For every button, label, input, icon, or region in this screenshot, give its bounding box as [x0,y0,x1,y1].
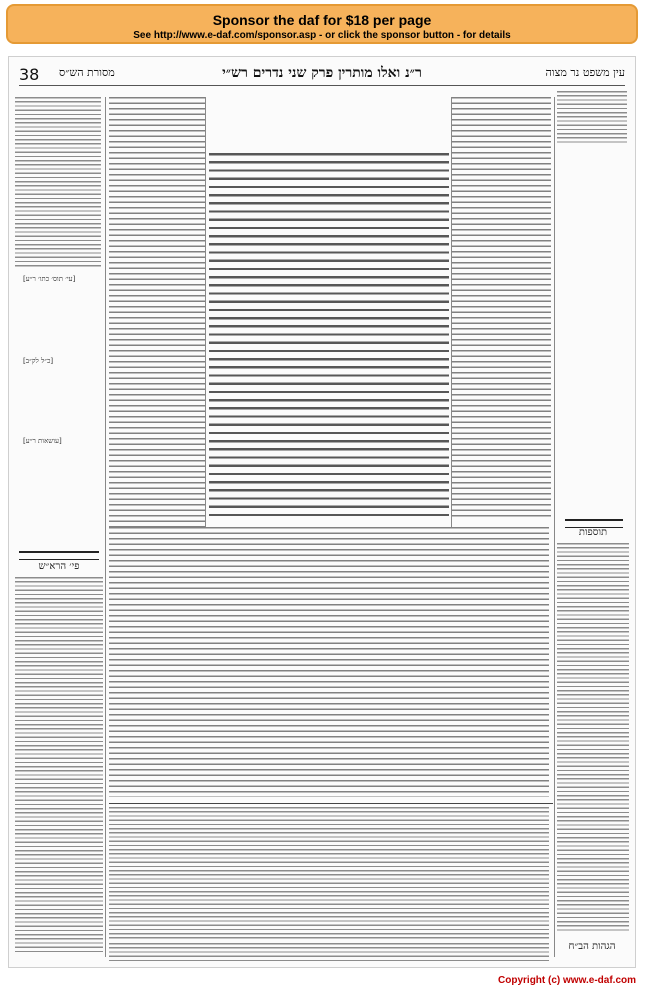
masoret-label: מסורת הש״ס [59,66,115,79]
rashi-upper-column [109,97,205,527]
rosh-label: פי׳ הרא״ש [38,561,80,572]
rashi-lower-column [109,527,549,797]
page-number: 38 [19,65,40,84]
banner-title: Sponsor the daf for $18 per page [212,12,432,28]
column-rule-far-left [105,97,106,957]
side-note-3: [עושאות ר״ע] [23,437,62,445]
masoret-hashas-column [15,97,101,267]
tosafot-ornament [565,519,623,528]
lower-commentary-block [109,807,549,939]
ein-mishpat-column [557,91,627,143]
banner-subtitle[interactable]: See http://www.e-daf.com/sponsor.asp - or click the sponsor button - for details [133,30,511,41]
tosafot-lower-column [557,543,629,933]
page-header [19,65,625,86]
rosh-column [15,577,103,953]
tosafot-label: תוספות [578,527,608,538]
gemara-main-text [209,153,449,521]
side-note-1: [עי׳ תוס׳ כתו׳ ר״ע] [23,275,76,283]
copyright-link[interactable]: Copyright (c) www.e-daf.com [498,975,636,986]
column-rule-left [205,97,206,527]
hagahot-text [109,943,549,961]
page-title: ר״נ ואלו מותרין פרק שני נדרים רש״י [222,65,422,81]
side-note-2: [כ״ל לק״ב] [23,357,54,365]
talmud-page [8,56,636,968]
tosafot-upper-column [451,97,551,517]
hagahot-label: הגהות הב״ח [568,941,616,952]
ein-mishpat-label: עין משפט נר מצוה [545,66,625,79]
column-rule-right [451,97,452,527]
section-divider [109,803,553,804]
rosh-ornament [19,551,99,560]
sponsor-banner[interactable] [6,4,638,44]
column-rule-far-right [554,97,555,957]
